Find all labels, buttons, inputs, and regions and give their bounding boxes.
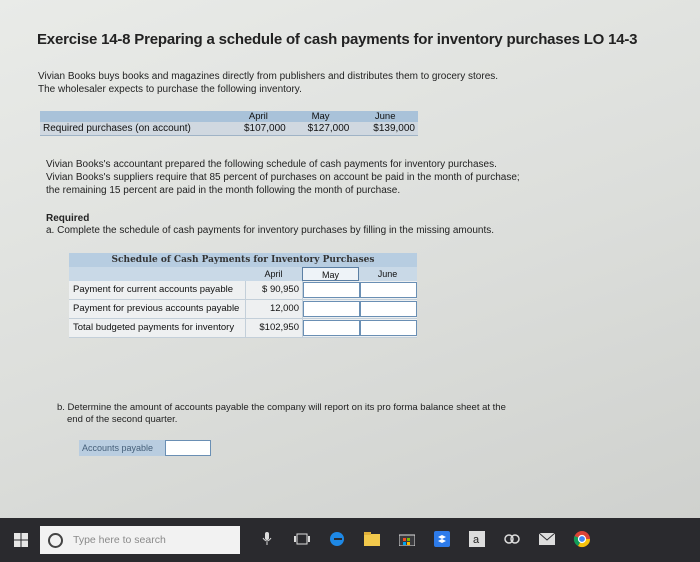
taskbar-icons — [258, 530, 608, 548]
table-row — [69, 319, 417, 338]
accounts-payable-input[interactable] — [165, 440, 211, 456]
purchases-month-june: June — [352, 111, 418, 122]
purchases-month-may: May — [289, 111, 353, 122]
total-payments-may-input[interactable] — [303, 320, 360, 336]
schedule-month-may: May — [302, 267, 359, 281]
dropbox-icon[interactable] — [433, 530, 451, 548]
exercise-title: Exercise 14-8 Preparing a schedule of cash payments for inventory purchases LO 14-3 — [37, 31, 638, 48]
required-heading: Required — [46, 213, 90, 224]
intro-line-2: The wholesaler expects to purchase the following inventory. — [38, 84, 302, 95]
required-purchases-table — [40, 111, 418, 136]
total-payments-june-input[interactable] — [360, 320, 417, 336]
current-payments-april: $ 90,950 — [246, 281, 303, 299]
part-b-line-2: end of the second quarter. — [67, 414, 178, 425]
taskbar — [0, 518, 700, 562]
task-view-icon[interactable] — [293, 530, 311, 548]
current-payments-june-input[interactable] — [360, 282, 417, 298]
previous-payments-may-input[interactable] — [303, 301, 360, 317]
purchases-value-may: $127,000 — [289, 122, 353, 136]
part-b-instruction — [57, 402, 527, 426]
schedule-month-april: April — [264, 269, 283, 279]
accounts-payable-row — [79, 440, 211, 456]
cash-payments-schedule — [69, 253, 417, 338]
purchases-month-april: April — [228, 111, 289, 122]
purchases-value-june: $139,000 — [352, 122, 418, 136]
previous-payments-april: 12,000 — [246, 300, 303, 318]
accountant-note — [46, 158, 546, 197]
purchases-value-april: $107,000 — [228, 122, 289, 136]
schedule-header-row — [69, 267, 417, 281]
required-section — [46, 213, 494, 237]
purchases-header-row — [40, 111, 418, 122]
row-label-total-payments: Total budgeted payments for inventory — [69, 319, 246, 337]
intro-text — [38, 70, 558, 96]
file-explorer-icon[interactable] — [363, 530, 381, 548]
windows-start-icon[interactable] — [14, 533, 28, 547]
edge-icon[interactable] — [328, 530, 346, 548]
note-line-1: Vivian Books's accountant prepared the following schedule of cash payments for inventory purchases. — [46, 159, 497, 170]
previous-payments-june-input[interactable] — [360, 301, 417, 317]
table-row — [69, 281, 417, 300]
row-label-current-payments: Payment for current accounts payable — [69, 281, 246, 299]
mail-icon[interactable] — [538, 530, 556, 548]
purchases-row-label: Required purchases (on account) — [40, 122, 228, 136]
schedule-title: Schedule of Cash Payments for Inventory Purchases — [69, 253, 417, 267]
search-placeholder: Type here to search — [73, 534, 166, 546]
store-icon[interactable] — [398, 530, 416, 548]
taskbar-search-box[interactable] — [40, 526, 240, 554]
chrome-icon[interactable] — [573, 530, 591, 548]
part-a-instruction: a. Complete the schedule of cash payments for inventory purchases by filling in the missing amounts. — [46, 225, 495, 236]
cortana-icon — [48, 533, 63, 548]
microphone-icon[interactable] — [258, 530, 276, 548]
note-line-3: the remaining 15 percent are paid in the month following the month of purchase. — [46, 185, 401, 196]
note-line-2: Vivian Books's suppliers require that 85 percent of purchases on account be paid in the month of purchase; — [46, 172, 520, 183]
part-b-line-1: b. Determine the amount of accounts payable the company will report on its pro forma balance sheet at the — [57, 402, 506, 413]
accounts-payable-label: Accounts payable — [79, 440, 165, 456]
link-icon[interactable] — [503, 530, 521, 548]
intro-line-1: Vivian Books buys books and magazines directly from publishers and distributes them to grocery stores. — [38, 71, 499, 82]
schedule-month-june: June — [377, 269, 398, 279]
total-payments-april: $102,950 — [246, 319, 303, 337]
svg-text:a: a — [473, 534, 480, 546]
table-row — [69, 300, 417, 319]
current-payments-may-input[interactable] — [303, 282, 360, 298]
row-label-previous-payments: Payment for previous accounts payable — [69, 300, 246, 318]
amazon-icon[interactable] — [468, 530, 486, 548]
purchases-data-row — [40, 122, 418, 136]
